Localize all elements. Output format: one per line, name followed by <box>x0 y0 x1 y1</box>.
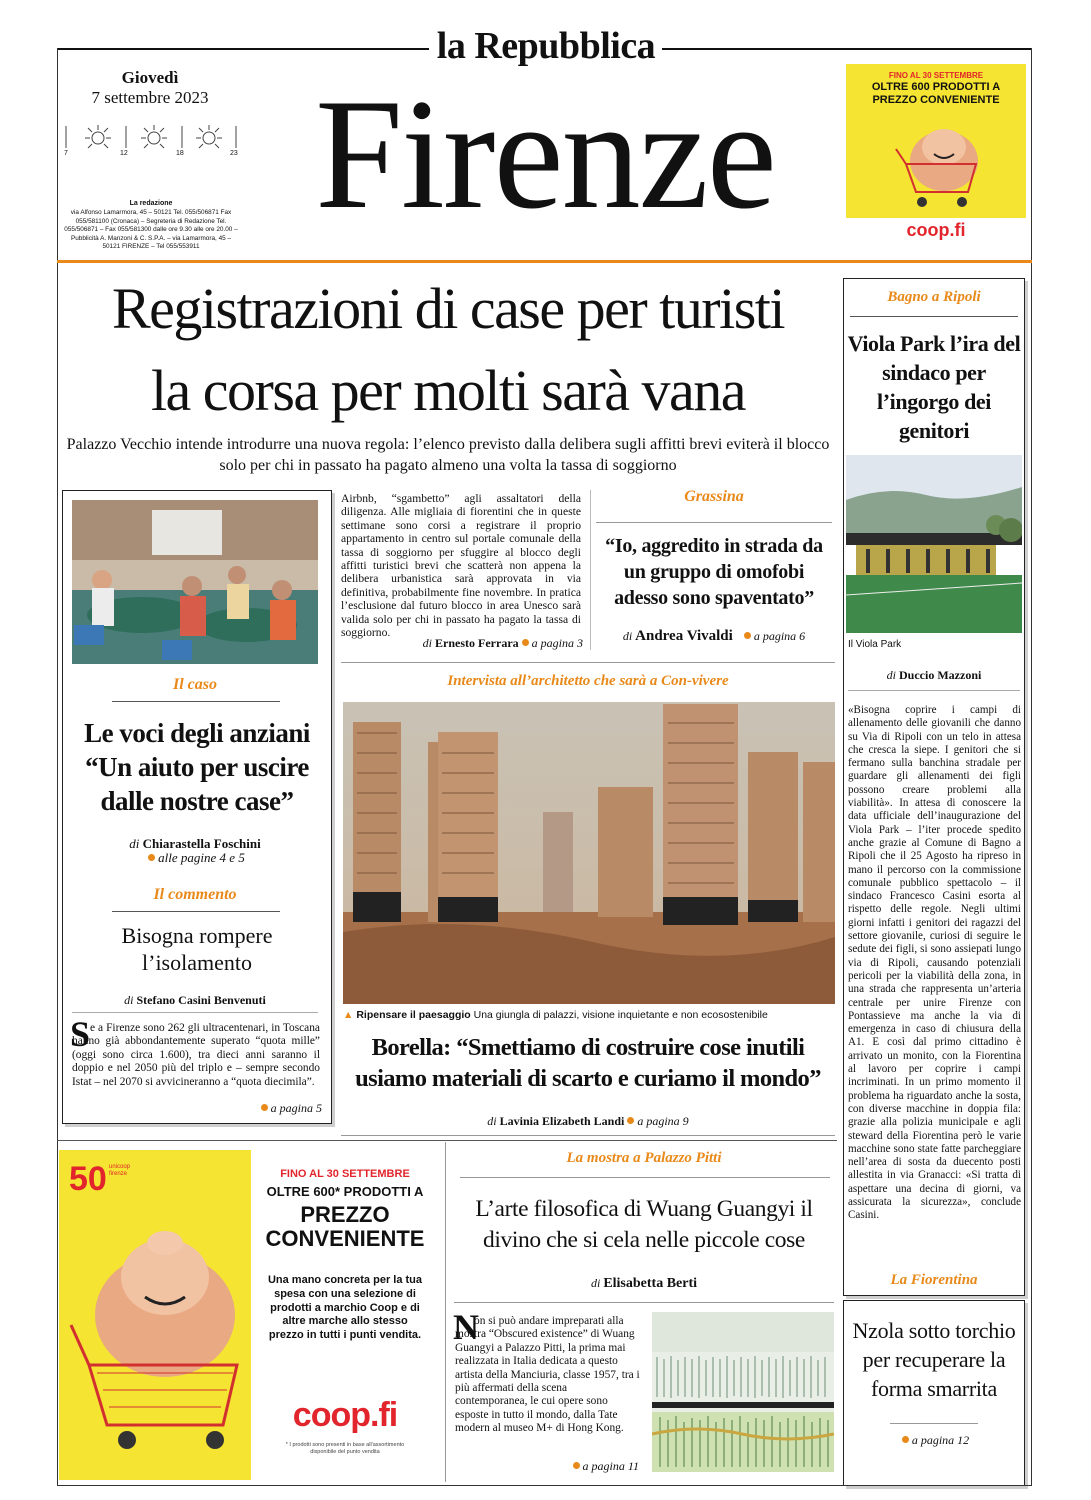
center-top-rule <box>341 662 835 663</box>
pitti-kicker: La mostra a Palazzo Pitti <box>566 1150 722 1166</box>
commento-byline-author[interactable]: Stefano Casini Benvenuti <box>136 993 266 1007</box>
bullet-dot <box>902 1436 909 1443</box>
commento-dropcap: S <box>70 1014 91 1054</box>
borella-byline <box>341 1114 835 1129</box>
grassina-byline-di: di <box>622 629 633 643</box>
viola-byline <box>846 668 1022 683</box>
fiorentina-page <box>846 1433 1022 1448</box>
sun-icon-1 <box>85 125 111 148</box>
temp-1: 7 <box>64 150 68 157</box>
weather-strip <box>62 122 240 160</box>
borella-bottom-rule <box>341 1135 835 1136</box>
top-ad-line2: OLTRE 600 PRODOTTI A <box>871 81 1001 93</box>
commento-page <box>72 1101 322 1116</box>
pitti-byline-di: di <box>590 1276 601 1290</box>
painting-photo[interactable] <box>652 1312 834 1472</box>
piggy-cart-illustration <box>886 109 986 214</box>
commento-kicker-rule <box>112 911 280 912</box>
commento-headline[interactable]: Bisogna rompere l’isolamento <box>121 923 273 975</box>
bottom-ad-line2: OLTRE 600* PRODOTTI A <box>266 1184 424 1199</box>
pitti-body-rule <box>454 1302 834 1303</box>
borella-byline-page[interactable]: a pagina 9 <box>637 1114 689 1128</box>
borella-headline[interactable]: Borella: “Smettiamo di costruire cose inutili usiamo materiali di scarto e curiamo il mondo” <box>355 1034 821 1092</box>
lead-byline-author[interactable]: Ernesto Ferrara <box>435 636 519 650</box>
bullet-dot <box>573 1462 580 1469</box>
lead-headline-2[interactable]: la corsa per molti sarà vana <box>150 358 746 423</box>
redazione-title: La redazione <box>129 200 173 207</box>
lead-byline-di: di <box>422 636 433 650</box>
grassina-byline <box>596 628 832 645</box>
bottom-coop-ad[interactable] <box>59 1150 439 1480</box>
bullet-dot <box>522 639 529 646</box>
sun-icon-2 <box>141 125 167 148</box>
bottom-ad-footnote: * I prodotti sono presenti in base all'assortimento disponibile del punto vendita <box>285 1442 405 1455</box>
commento-byline-di: di <box>124 993 134 1007</box>
lead-col-rule <box>590 490 591 650</box>
borella-byline-author[interactable]: Lavinia Elizabeth Landi <box>499 1114 625 1128</box>
borella-caption-text: Una giungla di palazzi, visione inquietante e non ecosostenibile <box>473 1009 768 1021</box>
bottom-section-rule <box>57 1140 837 1141</box>
redazione-text: via Alfonso Lamarmora, 45 – 50121 Tel. 055/506871 Fax 055/581100 (Cronaca) – Segreteria di Redazione Tel. 055/506871 – Fax 055/581300 dalle ore 9.30 alle ore 20.00 – Pubblicità A. Manzoni & C. S.P.A. – via Lamarmora, 45 – 50121 FIRENZE – Tel 055/553911 <box>64 209 238 250</box>
viola-headline[interactable]: Viola Park l’ira del sindaco per l’ingorgo dei genitori <box>847 331 1021 443</box>
top-ad-brand[interactable]: coop.fi <box>906 220 966 240</box>
grassina-kicker: Grassina <box>684 488 744 505</box>
lead-body: Airbnb, “sgambetto” agli assaltatori della diligenza. Alle migliaia di fiorentini che in queste settimane sono corsi a registrare il proprio appartamento in centro sul portale comunale della tassa di soggiorno per sfuggire al blocco degli affitti turistici brevi che scatterà non appena la delibera urbanistica sarà approvata in via definitiva, probabilmente fine novembre. In pratica l’esclusione dal futuro blocco in area Unesco sarà valida solo per chi in passato ha pagato la tassa di soggiorno. <box>341 492 581 640</box>
anziani-kicker: Il caso <box>173 676 217 693</box>
anziani-pages <box>72 850 318 866</box>
anziani-kicker-rule <box>112 701 280 702</box>
bottom-ad-line4: CONVENIENTE <box>265 1226 425 1251</box>
top-coop-ad[interactable] <box>846 64 1026 244</box>
top-ad-line3: PREZZO CONVENIENTE <box>872 94 1000 106</box>
masthead-rule-right <box>662 48 1032 50</box>
bottom-ad-divider <box>445 1142 446 1482</box>
viola-byline-di: di <box>886 668 897 682</box>
sun-icon-3 <box>196 125 222 148</box>
lead-headline-1[interactable]: Registrazioni di case per turisti <box>111 276 785 341</box>
masthead-rule-left <box>57 48 429 50</box>
borella-byline-di: di <box>487 1114 497 1128</box>
fiorentina-rule <box>890 1423 978 1424</box>
grassina-headline[interactable]: “Io, aggredito in strada da un gruppo di omofobi adesso sono spaventato” <box>605 535 823 609</box>
grassina-byline-page[interactable]: a pagina 6 <box>753 629 806 643</box>
lead-standfirst: Palazzo Vecchio intende introdurre una nuova regola: l’elenco previsto dalla delibera sugli affitti brevi eviterà il blocco solo per chi in passato ha pagato almeno una volta la tassa di soggiorno <box>66 436 830 474</box>
viola-body: «Bisogna coprire i campi di allenamento delle giovanili che danno su Via di Ripoli con un telo in attesa che cresca la siepe. I genitori che si fermano sulla banchina stradale per guardare gli allenamenti dei figli possono creare problemi alla viabilità». In attesa di conoscere la data ufficiale dell’inaugurazione del Viola Park – l’iter procede spedito anche grazie al Comune di Bagno a Ripoli che il 25 Agosto ha ripreso in mano il percorso con la commissione comunale pubblico spettacolo – il sindaco Francesco Casini esorta al rispetto delle regole. Negli ultimi giorni infatti i genitori dei ragazzi del settore giovanile, curiosi di seguire le sedute dei figli, si sono assiepati lungo via di Ripoli, causando potenziali pericoli per la viabilità della zona, in una strada che rappresenta un’arteria centrale per unire Firenze con Pontassieve ma anche la via di emergenza in caso di chiusura della A1. E così dal primo cittadino è arrivato un monito, con la Fiorentina al lavoro per coprire i campi incriminati. In un primo momento il problema ha riguardato anche la sosta, con diverse macchine in doppia fila: grazie alla polizia municipale e agli steward della Fiorentina però le varie macchine sono state fatte parcheggiare nell’area di sosta da duecento posti allestita in via Granacci: «Si tratta di aspettare una decina di giorni, va assicurata la sicurezza», conclude Casini. <box>848 704 1021 1222</box>
fiorentina-headline[interactable]: Nzola sotto torchio per recuperare la forma smarrita <box>852 1318 1016 1401</box>
temp-3: 18 <box>176 150 184 157</box>
viola-body-rule <box>848 690 1020 691</box>
paper-name[interactable]: la Repubblica <box>436 25 656 67</box>
pitti-headline[interactable]: L’arte filosofica di Wuang Guangyi il divino che si cela nelle piccole cose <box>475 1196 813 1253</box>
pitti-kicker-rule <box>460 1177 830 1178</box>
pitti-byline-author[interactable]: Elisabetta Berti <box>603 1276 698 1291</box>
bottom-ad-line3: PREZZO <box>300 1202 390 1227</box>
commento-body-rule <box>72 1012 318 1013</box>
anziani-byline-page[interactable]: alle pagine 4 e 5 <box>158 850 245 865</box>
borella-caption-bold: Ripensare il paesaggio <box>356 1009 471 1021</box>
viola-kicker-rule <box>850 316 1018 317</box>
borella-caption <box>343 1009 835 1021</box>
bottom-ad-body: Una mano concreta per la tua spesa con una selezione di prodotti a marchio Coop e di altre marche allo stesso prezzo in tutti i punti vendita. <box>267 1274 423 1342</box>
frame-left <box>57 48 58 1486</box>
bottom-ad-brand[interactable]: coop.fi <box>292 1396 398 1434</box>
fiorentina-page-link[interactable]: a pagina 12 <box>911 1433 970 1447</box>
anziani-headline[interactable]: Le voci degli anziani “Un aiuto per uscire dalle nostre case” <box>84 718 310 816</box>
frame-bottom <box>57 1485 1032 1486</box>
masthead-orange-rule <box>57 260 1032 263</box>
pitti-dropcap: N <box>453 1307 479 1347</box>
anziani-photo[interactable] <box>72 500 318 664</box>
weather-sun-icons <box>62 122 240 160</box>
fiorentina-kicker: La Fiorentina <box>890 1272 978 1288</box>
commento-kicker: Il commento <box>153 886 237 903</box>
frame-right <box>1031 48 1032 1486</box>
bottom-ad-line1: FINO AL 30 SETTEMBRE <box>280 1168 410 1180</box>
viola-kicker: Bagno a Ripoli <box>887 289 981 305</box>
viola-photo-caption: Il Viola Park <box>848 639 902 650</box>
commento-byline <box>72 993 318 1008</box>
temp-4: 23 <box>230 150 238 157</box>
commento-page-link[interactable]: a pagina 5 <box>270 1101 322 1115</box>
bullet-dot <box>744 632 751 639</box>
viola-photo[interactable] <box>846 455 1022 633</box>
bullet-dot <box>148 854 155 861</box>
triangle-icon: ▲ <box>343 1009 354 1021</box>
grassina-byline-author[interactable]: Andrea Vivaldi <box>635 628 733 644</box>
edition-title: Firenze <box>315 67 775 242</box>
temp-2: 12 <box>120 150 128 157</box>
borella-photo[interactable] <box>343 702 835 1004</box>
date-full: 7 settembre 2023 <box>91 88 209 107</box>
anniv-number: 50 <box>69 1160 107 1198</box>
lead-byline <box>341 636 583 651</box>
commento-body: e a Firenze sono 262 gli ultracentenari, in Toscana hanno già abbondantemente superato “quota mille” (oggi sono circa 1.600), tra dieci anni saranno il doppio e nel 2050 più del triplo e – sempre secondo Istat – nel 2070 si avvicineranno a “quota diecimila”. <box>72 1022 320 1088</box>
top-ad-line1: FINO AL 30 SETTEMBRE <box>888 71 984 80</box>
pitti-page-link[interactable]: a pagina 11 <box>582 1459 639 1473</box>
anziani-byline-author[interactable]: Chiarastella Foschini <box>142 836 261 851</box>
pitti-page <box>455 1459 639 1474</box>
pitti-body: on si può andare impreparati alla mostra “Obscured existence” di Wuang Guangyi a Palazzo Pitti, la prima mai realizzata in Italia dedicata a questo artista della Manciuria, classe 1957, tra i più affermati della scena contemporanea, le cui opere sono esposte in tutto il mondo, dalla Tate modern al museo M+ di Hong Kong. <box>455 1315 640 1435</box>
anziani-byline-di: di <box>129 836 140 851</box>
grassina-kicker-rule <box>596 522 832 523</box>
pitti-byline <box>450 1276 838 1292</box>
lead-byline-page[interactable]: a pagina 3 <box>531 636 583 650</box>
bullet-dot <box>627 1117 634 1124</box>
viola-byline-author[interactable]: Duccio Mazzoni <box>899 668 982 682</box>
borella-kicker: Intervista all’architetto che sarà a Con-vivere <box>447 673 729 689</box>
bottom-piggy-cart-illustration <box>67 1205 249 1455</box>
anniv-label: unicoop firenze <box>109 1164 131 1177</box>
bullet-dot <box>261 1104 268 1111</box>
date-day: Giovedì <box>121 68 179 87</box>
